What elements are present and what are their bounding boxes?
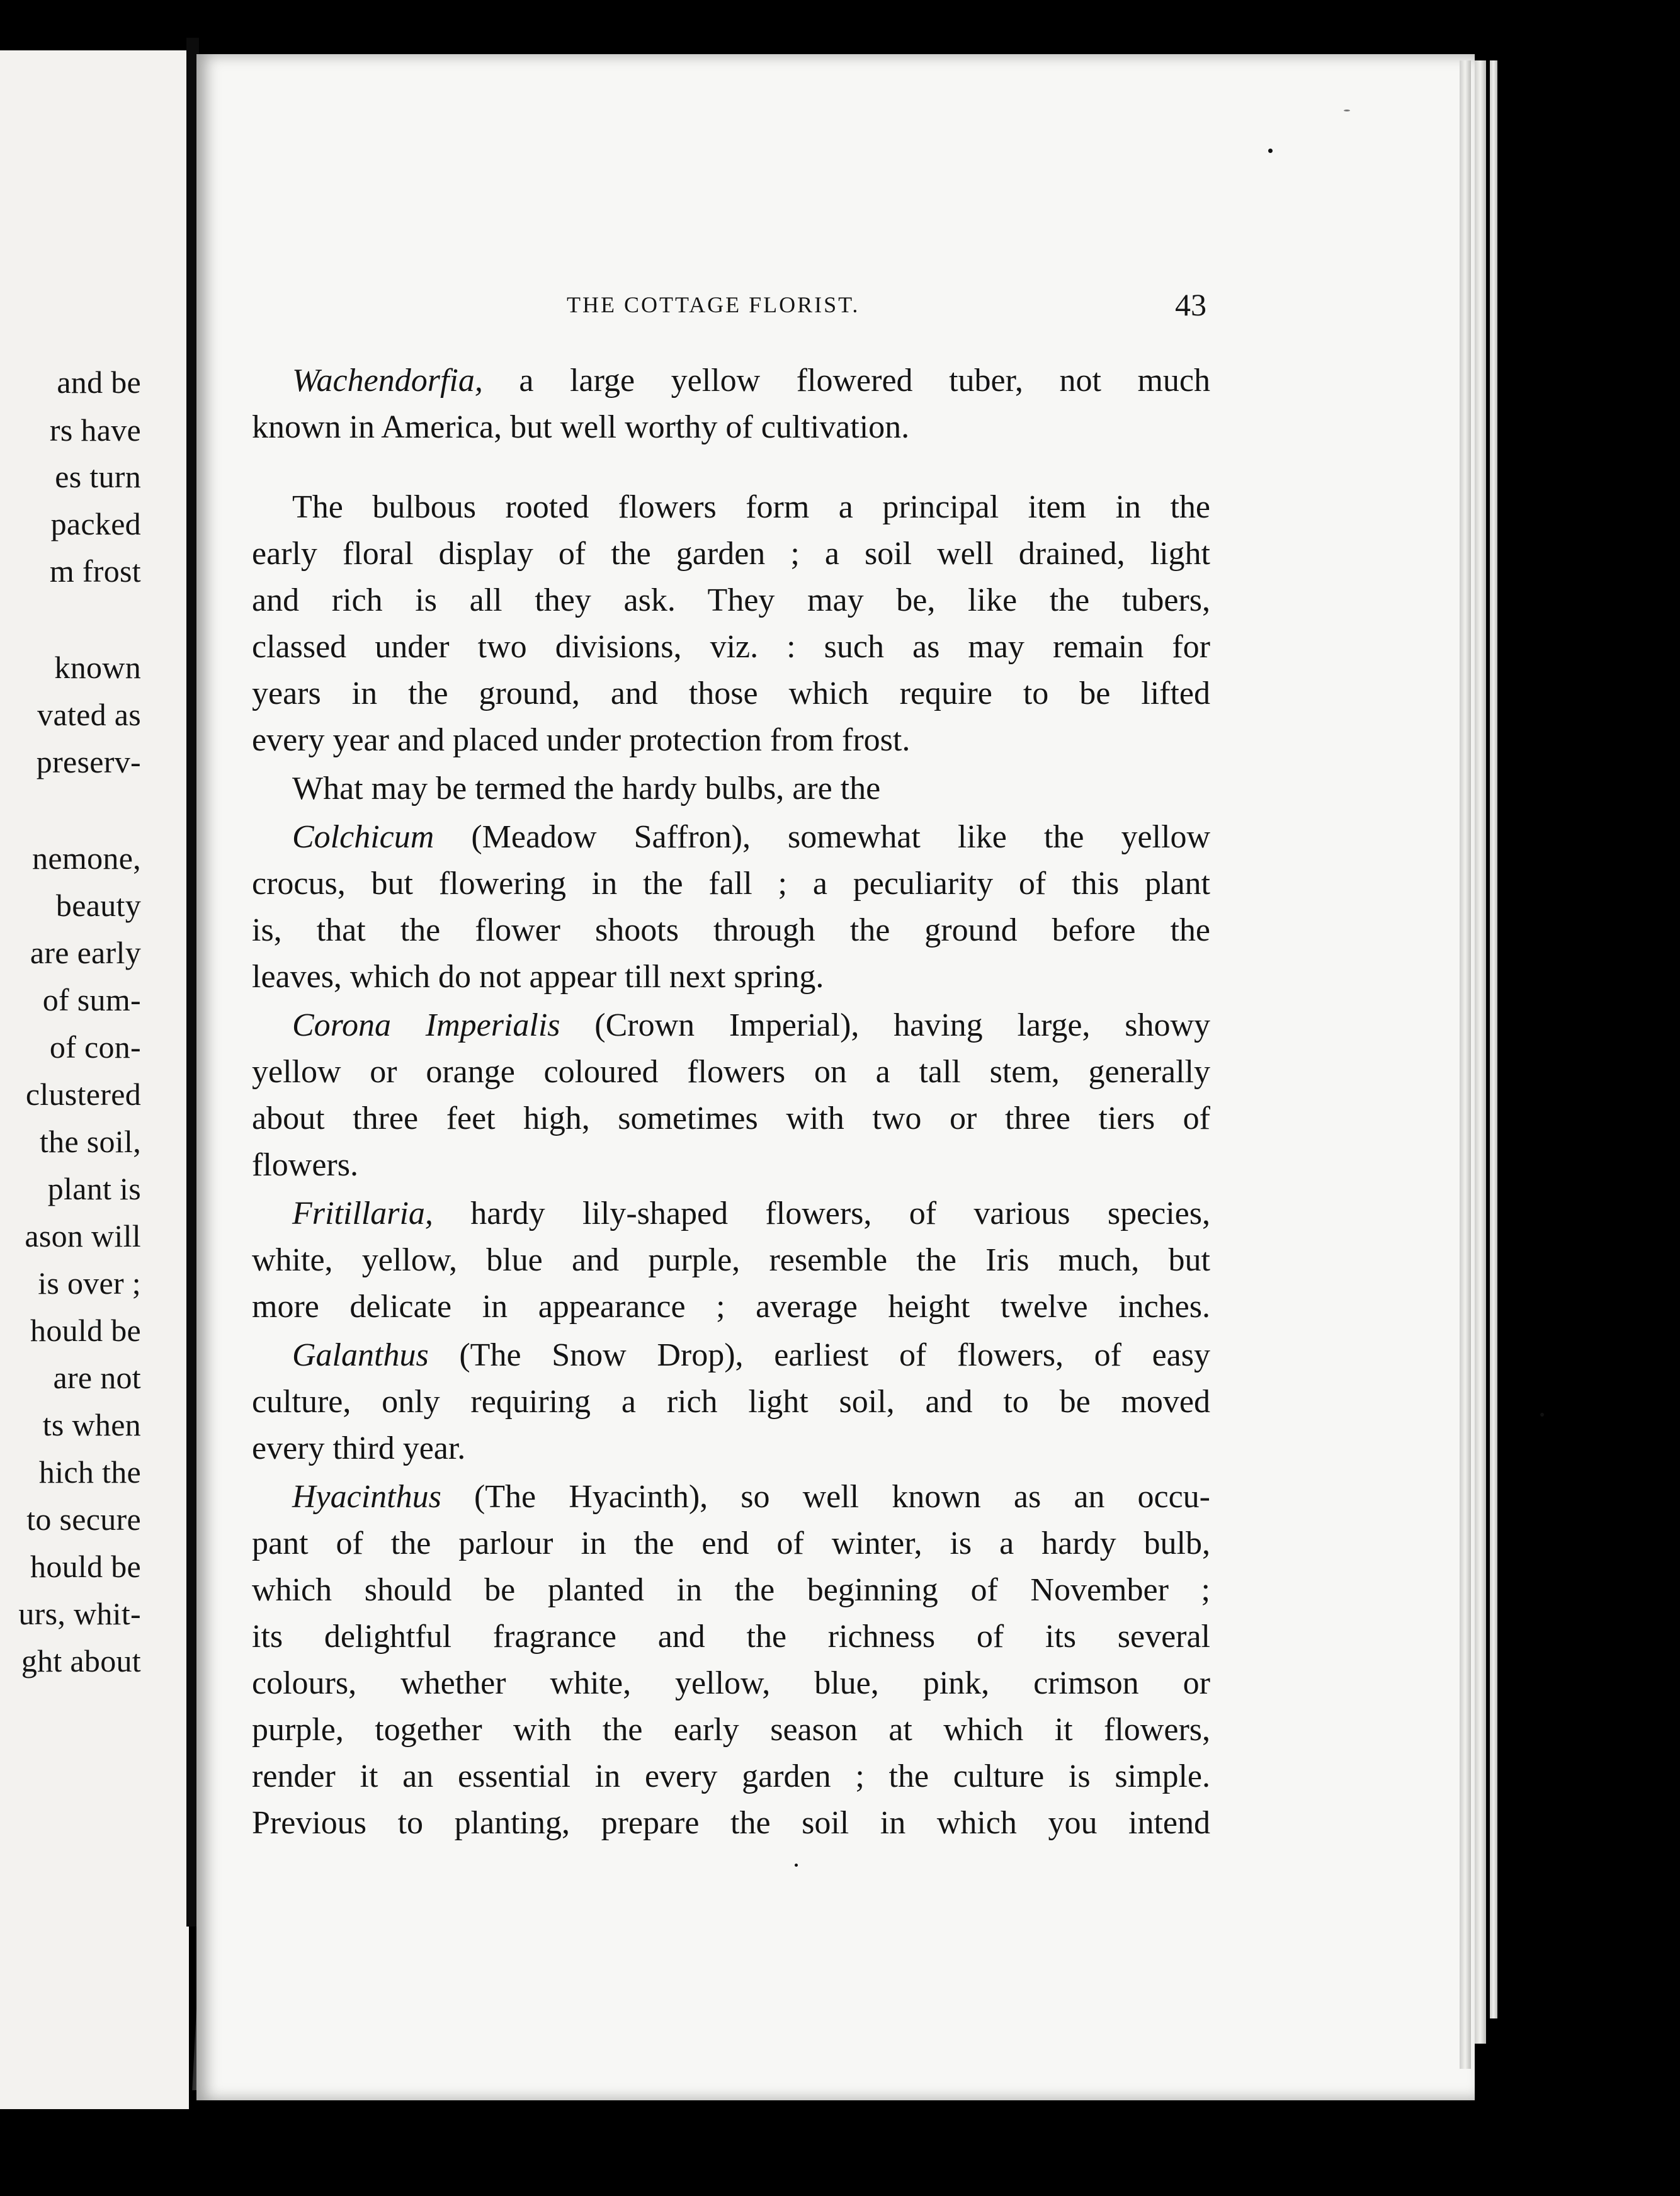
left-page-fragment: ts when: [42, 1407, 141, 1442]
text-line: classed under two divisions, viz. : such as may remain for: [252, 629, 1210, 665]
genus-name: Corona Imperialis: [292, 1007, 560, 1043]
genus-name: Colchicum: [292, 819, 434, 855]
text-line: its delightful fragrance and the richness of its several: [252, 1619, 1210, 1655]
text-line: colours, whether white, yellow, blue, pink, crimson or: [252, 1665, 1210, 1701]
left-page-fragment: preserv-: [36, 744, 141, 779]
left-page-fragment: known: [54, 650, 141, 685]
text-line: Colchicum (Meadow Saffron), somewhat like the yellow: [292, 819, 1210, 855]
scan-speck: [1268, 149, 1273, 153]
left-page-fragment: hould be: [30, 1313, 141, 1348]
text-line: Hyacinthus (The Hyacinth), so well known as an occu-: [292, 1479, 1210, 1515]
text-line: flowers.: [252, 1147, 358, 1183]
left-page-fragment: ason will: [25, 1218, 141, 1254]
text-line: every third year.: [252, 1430, 466, 1466]
text-line: about three feet high, sometimes with two or three tiers of: [252, 1101, 1210, 1136]
text-line: Wachendorfia, a large yellow flowered tuber, not much: [292, 363, 1210, 399]
left-page-fragment: plant is: [47, 1171, 141, 1206]
left-page-fragment: and be: [57, 365, 141, 400]
left-page-fragment: is over ;: [38, 1265, 141, 1301]
text-line: Fritillaria, hardy lily-shaped flowers, of various species,: [292, 1196, 1210, 1231]
text-line: known in America, but well worthy of cultivation.: [252, 409, 910, 445]
left-facing-page: [0, 50, 189, 2109]
left-page-fragment: nemone,: [32, 840, 141, 876]
text-line: pant of the parlour in the end of winter, is a hardy bulb,: [252, 1525, 1210, 1561]
genus-name: Galanthus: [292, 1337, 429, 1373]
text-line: white, yellow, blue and purple, resemble the Iris much, but: [252, 1242, 1210, 1278]
text-line: purple, together with the early season at which it flowers,: [252, 1712, 1210, 1748]
text-line: every year and placed under protection from frost.: [252, 722, 911, 758]
left-page-fragment: clustered: [25, 1077, 141, 1112]
left-page-fragment: are not: [53, 1360, 141, 1395]
left-page-fragment: of sum-: [42, 982, 141, 1017]
scan-speck: [1540, 1413, 1544, 1417]
text-line: leaves, which do not appear till next spring.: [252, 959, 824, 995]
text-line: which should be planted in the beginning of November ;: [252, 1572, 1210, 1608]
text-line: Corona Imperialis (Crown Imperial), having large, showy: [292, 1007, 1210, 1043]
page-edge: [1475, 60, 1486, 2044]
text-line: years in the ground, and those which require to be lifted: [252, 676, 1210, 711]
left-page-fragment: beauty: [55, 888, 141, 923]
text-line: culture, only requiring a rich light soil, and to be moved: [252, 1384, 1210, 1420]
left-page-fragment: hould be: [30, 1549, 141, 1584]
left-page-fragment: m frost: [49, 553, 141, 589]
left-page-fragment: rs have: [49, 412, 141, 448]
left-page-fragment: hich the: [38, 1454, 141, 1490]
left-page-fragment: are early: [30, 935, 141, 970]
text-line: What may be termed the hardy bulbs, are the: [292, 771, 881, 807]
text-line: and rich is all they ask. They may be, like the tubers,: [252, 582, 1210, 618]
text-line: render it an essential in every garden ; the culture is simple.: [252, 1758, 1210, 1794]
genus-name: Wachendorfia,: [292, 363, 483, 399]
text-line: yellow or orange coloured flowers on a tall stem, generally: [252, 1054, 1210, 1090]
left-page-fragment: vated as: [37, 697, 141, 732]
page-edge: [1460, 60, 1471, 2069]
text-line: Previous to planting, prepare the soil in which you intend: [252, 1805, 1210, 1841]
running-head: THE COTTAGE FLORIST.: [567, 292, 860, 317]
text-line: more delicate in appearance ; average height twelve inches.: [252, 1289, 1210, 1325]
text-line: crocus, but flowering in the fall ; a peculiarity of this plant: [252, 866, 1210, 902]
genus-name: Hyacinthus: [292, 1479, 441, 1515]
text-line: The bulbous rooted flowers form a principal item in the: [292, 489, 1210, 525]
left-page-fragment: the soil,: [39, 1124, 141, 1159]
left-page-fragment: urs, whit-: [18, 1596, 141, 1631]
left-page-fragment: packed: [50, 506, 141, 541]
genus-name: Fritillaria,: [292, 1196, 433, 1231]
page-edge: [1490, 60, 1497, 2018]
text-line: is, that the flower shoots through the ground before the: [252, 912, 1210, 948]
scan-speck: [1344, 110, 1350, 111]
page-number: 43: [1175, 287, 1206, 322]
left-page-fragment: to secure: [26, 1502, 141, 1537]
left-page-fragment: of con-: [49, 1029, 141, 1065]
left-page-fragment: es turn: [55, 459, 141, 494]
scan-speck: [795, 1864, 798, 1867]
text-line: early floral display of the garden ; a soil well drained, light: [252, 536, 1210, 572]
left-page-fragment: ght about: [21, 1643, 141, 1678]
text-line: Galanthus (The Snow Drop), earliest of flowers, of easy: [292, 1337, 1210, 1373]
